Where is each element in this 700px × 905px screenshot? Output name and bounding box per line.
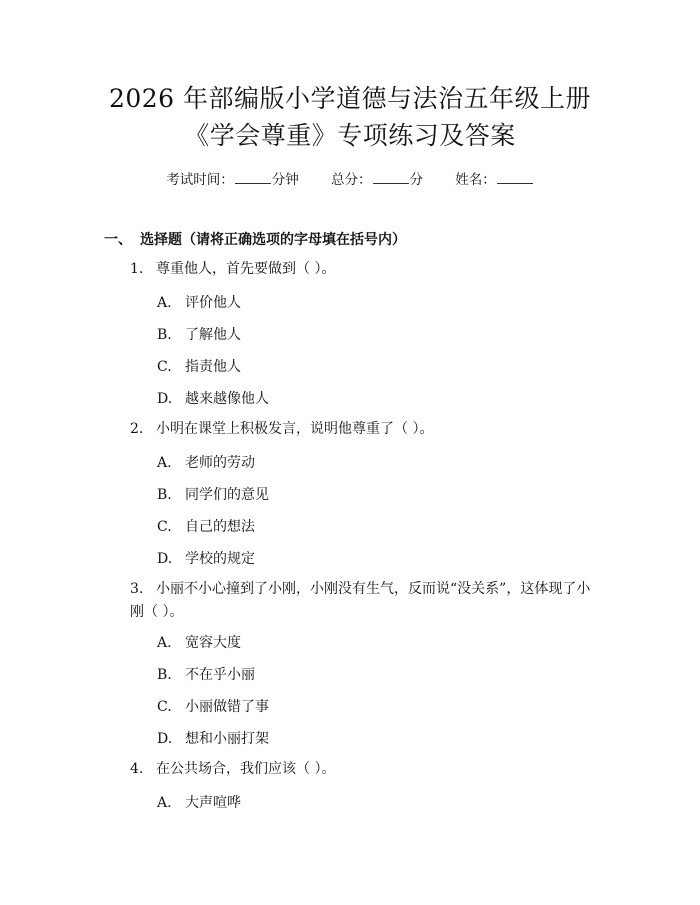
section-title: 选择题（请将正确选项的字母填在括号内）	[140, 232, 406, 248]
student-name-label: 姓名：	[455, 172, 496, 188]
question-number: 2.	[130, 421, 144, 437]
option-letter: C.	[157, 359, 172, 375]
question-number: 3.	[130, 581, 144, 597]
option-text: 同学们的意见	[185, 487, 269, 503]
section-number: 一、	[104, 232, 132, 248]
option-text: 小丽做错了事	[185, 699, 269, 715]
question-2-option-c	[157, 516, 255, 536]
question-1-option-c	[157, 356, 241, 376]
option-letter: D.	[157, 731, 173, 747]
option-text: 不在乎小丽	[185, 667, 255, 683]
option-text: 自己的想法	[185, 519, 255, 535]
question-text: 在公共场合，我们应该（ ）。	[156, 761, 336, 777]
option-letter: A.	[157, 455, 172, 471]
option-letter: A.	[157, 295, 172, 311]
option-letter: D.	[157, 551, 173, 567]
option-text: 指责他人	[185, 359, 241, 375]
question-2-option-b	[157, 484, 269, 504]
question-2-option-d	[157, 548, 255, 568]
question-1-option-d	[157, 388, 269, 408]
student-name-field	[455, 172, 534, 188]
question-3-option-d	[157, 728, 269, 748]
question-text: 小明在课堂上积极发言，说明他尊重了（ ）。	[156, 421, 434, 437]
option-letter: A.	[157, 635, 172, 651]
option-letter: D.	[157, 391, 173, 407]
option-letter: A.	[157, 795, 172, 811]
question-2	[130, 418, 600, 441]
question-3-option-b	[157, 664, 255, 684]
question-1	[130, 258, 600, 281]
option-text: 老师的劳动	[185, 455, 255, 471]
option-letter: B.	[157, 667, 172, 683]
question-1-option-b	[157, 324, 241, 344]
question-3	[130, 578, 600, 624]
section-heading	[104, 229, 406, 249]
option-letter: C.	[157, 699, 172, 715]
option-text: 想和小丽打架	[185, 731, 269, 747]
question-number: 1.	[130, 261, 144, 277]
exam-time-blank	[235, 171, 271, 184]
question-text: 小丽不小心撞到了小刚，小刚没有生气，反而说“没关系”，这体现了小刚（ ）。	[130, 581, 591, 620]
exam-time-field	[166, 172, 299, 188]
question-3-option-c	[157, 696, 269, 716]
question-text: 尊重他人，首先要做到（ ）。	[156, 261, 336, 277]
option-text: 宽容大度	[185, 635, 241, 651]
exam-info-line	[0, 168, 700, 188]
exam-time-unit: 分钟	[271, 172, 299, 188]
question-2-option-a	[157, 452, 255, 472]
total-score-blank	[373, 171, 409, 184]
student-name-blank	[497, 171, 533, 184]
option-text: 大声喧哗	[185, 795, 241, 811]
document-title-line-2: 《学会尊重》专项练习及答案	[184, 121, 516, 150]
total-score-label: 总分：	[331, 172, 372, 188]
question-4-option-a	[157, 792, 241, 812]
option-text: 了解他人	[185, 327, 241, 343]
option-text: 学校的规定	[185, 551, 255, 567]
question-3-option-a	[157, 632, 241, 652]
option-letter: B.	[157, 487, 172, 503]
total-score-field	[331, 172, 423, 188]
total-score-unit: 分	[409, 172, 423, 188]
exam-time-label: 考试时间：	[166, 172, 234, 188]
question-number: 4.	[130, 761, 144, 777]
document-title-line-1: 2026 年部编版小学道德与法治五年级上册	[108, 84, 592, 113]
option-letter: B.	[157, 327, 172, 343]
option-text: 越来越像他人	[185, 391, 269, 407]
question-4	[130, 758, 600, 781]
question-1-option-a	[157, 292, 241, 312]
option-text: 评价他人	[185, 295, 241, 311]
option-letter: C.	[157, 519, 172, 535]
